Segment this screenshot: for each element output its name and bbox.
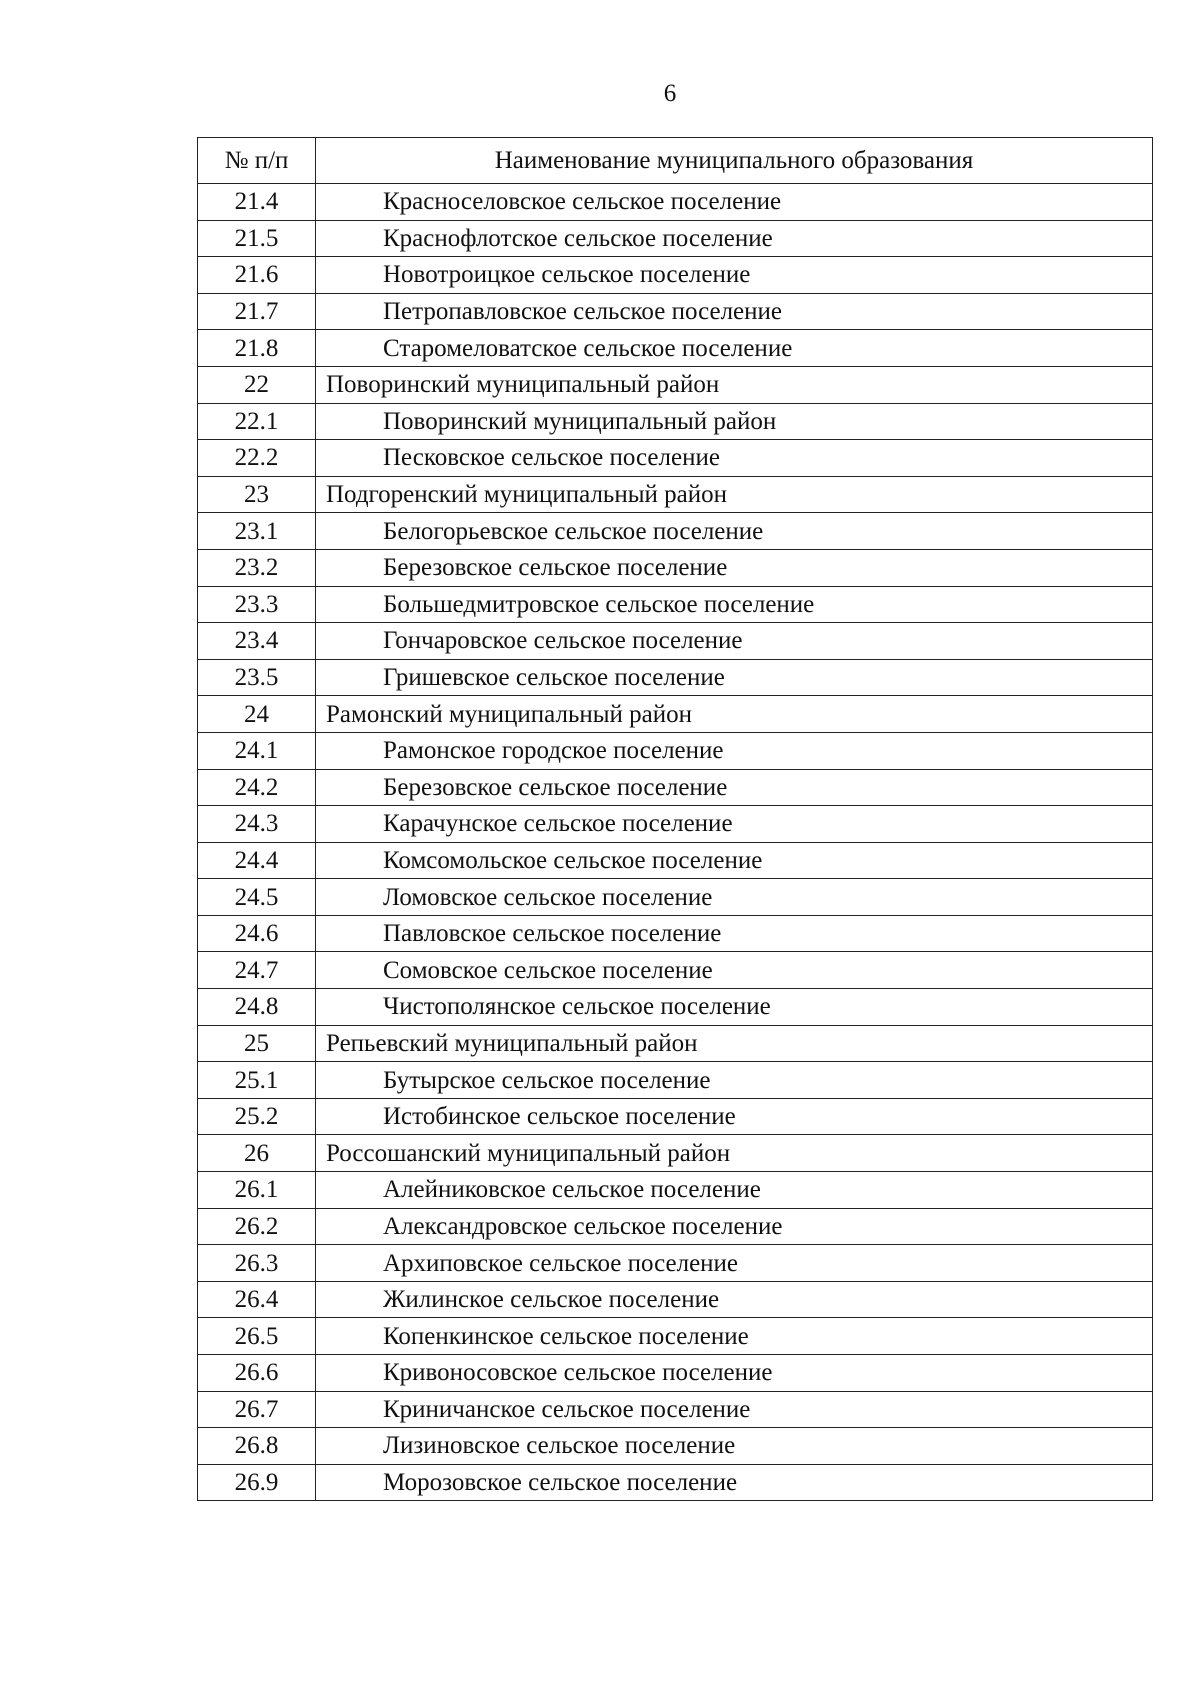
row-number-cell: 24.8 bbox=[198, 989, 316, 1026]
row-number-cell: 21.7 bbox=[198, 293, 316, 330]
settlement-name-cell: Александровское сельское поселение bbox=[316, 1208, 1153, 1245]
row-number-cell: 26.6 bbox=[198, 1355, 316, 1392]
table-row bbox=[198, 806, 1153, 843]
page-number: 6 bbox=[663, 80, 677, 107]
table-row bbox=[198, 184, 1153, 221]
table-row bbox=[198, 366, 1153, 403]
row-number-cell: 22 bbox=[198, 366, 316, 403]
settlement-name-cell: Комсомольское сельское поселение bbox=[316, 842, 1153, 879]
row-number-cell: 26.3 bbox=[198, 1245, 316, 1282]
row-number-cell: 24.4 bbox=[198, 842, 316, 879]
table-row bbox=[198, 1062, 1153, 1099]
row-number-cell: 23.4 bbox=[198, 623, 316, 660]
settlement-name-cell: Краснофлотское сельское поселение bbox=[316, 220, 1153, 257]
table-row bbox=[198, 989, 1153, 1026]
settlement-name-cell: Криничанское сельское поселение bbox=[316, 1391, 1153, 1428]
table-row bbox=[198, 1098, 1153, 1135]
settlement-name-cell: Лизиновское сельское поселение bbox=[316, 1428, 1153, 1465]
table-row bbox=[198, 879, 1153, 916]
row-number-cell: 25 bbox=[198, 1025, 316, 1062]
table-row bbox=[198, 696, 1153, 733]
settlement-name-cell: Чистополянское сельское поселение bbox=[316, 989, 1153, 1026]
settlement-name-cell: Карачунское сельское поселение bbox=[316, 806, 1153, 843]
table-row bbox=[198, 1318, 1153, 1355]
table-row bbox=[198, 952, 1153, 989]
settlement-name-cell: Поворинский муниципальный район bbox=[316, 403, 1153, 440]
settlement-name-cell: Алейниковское сельское поселение bbox=[316, 1172, 1153, 1209]
table-row bbox=[198, 513, 1153, 550]
table-row bbox=[198, 220, 1153, 257]
district-name-cell: Репьевский муниципальный район bbox=[316, 1025, 1153, 1062]
district-name-cell: Рамонский муниципальный район bbox=[316, 696, 1153, 733]
settlement-name-cell: Сомовское сельское поселение bbox=[316, 952, 1153, 989]
settlement-name-cell: Истобинское сельское поселение bbox=[316, 1098, 1153, 1135]
row-number-cell: 24.6 bbox=[198, 915, 316, 952]
table-row bbox=[198, 1391, 1153, 1428]
table-body bbox=[198, 184, 1153, 1501]
municipal-formations-table bbox=[197, 137, 1153, 1501]
row-number-cell: 26.5 bbox=[198, 1318, 316, 1355]
row-number-cell: 23.2 bbox=[198, 549, 316, 586]
table-row bbox=[198, 293, 1153, 330]
row-number-cell: 24.3 bbox=[198, 806, 316, 843]
table-row bbox=[198, 1428, 1153, 1465]
settlement-name-cell: Березовское сельское поселение bbox=[316, 549, 1153, 586]
row-number-cell: 25.2 bbox=[198, 1098, 316, 1135]
settlement-name-cell: Морозовское сельское поселение bbox=[316, 1464, 1153, 1501]
row-number-cell: 21.5 bbox=[198, 220, 316, 257]
row-number-cell: 26.2 bbox=[198, 1208, 316, 1245]
settlement-name-cell: Копенкинское сельское поселение bbox=[316, 1318, 1153, 1355]
district-name-cell: Подгоренский муниципальный район bbox=[316, 476, 1153, 513]
row-number-cell: 21.4 bbox=[198, 184, 316, 221]
table-row bbox=[198, 440, 1153, 477]
table-row bbox=[198, 330, 1153, 367]
table-row bbox=[198, 659, 1153, 696]
settlement-name-cell: Жилинское сельское поселение bbox=[316, 1281, 1153, 1318]
settlement-name-cell: Павловское сельское поселение bbox=[316, 915, 1153, 952]
settlement-name-cell: Петропавловское сельское поселение bbox=[316, 293, 1153, 330]
table-row bbox=[198, 403, 1153, 440]
row-number-cell: 22.2 bbox=[198, 440, 316, 477]
table-row bbox=[198, 915, 1153, 952]
row-number-cell: 26.7 bbox=[198, 1391, 316, 1428]
table-row bbox=[198, 1025, 1153, 1062]
settlement-name-cell: Архиповское сельское поселение bbox=[316, 1245, 1153, 1282]
settlement-name-cell: Кривоносовское сельское поселение bbox=[316, 1355, 1153, 1392]
table-row bbox=[198, 586, 1153, 623]
district-name-cell: Россошанский муниципальный район bbox=[316, 1135, 1153, 1172]
settlement-name-cell: Гришевское сельское поселение bbox=[316, 659, 1153, 696]
table-row bbox=[198, 1135, 1153, 1172]
row-number-cell: 24.2 bbox=[198, 769, 316, 806]
table-row bbox=[198, 769, 1153, 806]
settlement-name-cell: Старомеловатское сельское поселение bbox=[316, 330, 1153, 367]
table-row bbox=[198, 257, 1153, 294]
settlement-name-cell: Песковское сельское поселение bbox=[316, 440, 1153, 477]
table-row bbox=[198, 1355, 1153, 1392]
row-number-cell: 26.4 bbox=[198, 1281, 316, 1318]
row-number-cell: 23.3 bbox=[198, 586, 316, 623]
settlement-name-cell: Березовское сельское поселение bbox=[316, 769, 1153, 806]
row-number-cell: 24 bbox=[198, 696, 316, 733]
table-row bbox=[198, 476, 1153, 513]
row-number-cell: 24.1 bbox=[198, 732, 316, 769]
row-number-cell: 25.1 bbox=[198, 1062, 316, 1099]
table-row bbox=[198, 842, 1153, 879]
row-number-cell: 21.6 bbox=[198, 257, 316, 294]
settlement-name-cell: Новотроицкое сельское поселение bbox=[316, 257, 1153, 294]
row-number-cell: 26 bbox=[198, 1135, 316, 1172]
column-header-name: Наименование муниципального образования bbox=[316, 138, 1153, 184]
table-row bbox=[198, 1172, 1153, 1209]
settlement-name-cell: Большедмитровское сельское поселение bbox=[316, 586, 1153, 623]
settlement-name-cell: Гончаровское сельское поселение bbox=[316, 623, 1153, 660]
row-number-cell: 26.1 bbox=[198, 1172, 316, 1209]
settlement-name-cell: Белогорьевское сельское поселение bbox=[316, 513, 1153, 550]
row-number-cell: 23 bbox=[198, 476, 316, 513]
column-header-number: № п/п bbox=[198, 138, 316, 184]
settlement-name-cell: Бутырское сельское поселение bbox=[316, 1062, 1153, 1099]
settlement-name-cell: Рамонское городское поселение bbox=[316, 732, 1153, 769]
row-number-cell: 26.9 bbox=[198, 1464, 316, 1501]
row-number-cell: 24.5 bbox=[198, 879, 316, 916]
table-row bbox=[198, 1208, 1153, 1245]
table-row bbox=[198, 623, 1153, 660]
table-row bbox=[198, 1464, 1153, 1501]
row-number-cell: 26.8 bbox=[198, 1428, 316, 1465]
row-number-cell: 22.1 bbox=[198, 403, 316, 440]
table-header-row bbox=[198, 138, 1153, 184]
row-number-cell: 23.5 bbox=[198, 659, 316, 696]
table-row bbox=[198, 1281, 1153, 1318]
row-number-cell: 21.8 bbox=[198, 330, 316, 367]
table-row bbox=[198, 549, 1153, 586]
settlement-name-cell: Ломовское сельское поселение bbox=[316, 879, 1153, 916]
row-number-cell: 23.1 bbox=[198, 513, 316, 550]
table-row bbox=[198, 732, 1153, 769]
district-name-cell: Поворинский муниципальный район bbox=[316, 366, 1153, 403]
row-number-cell: 24.7 bbox=[198, 952, 316, 989]
settlement-name-cell: Красноселовское сельское поселение bbox=[316, 184, 1153, 221]
table-row bbox=[198, 1245, 1153, 1282]
